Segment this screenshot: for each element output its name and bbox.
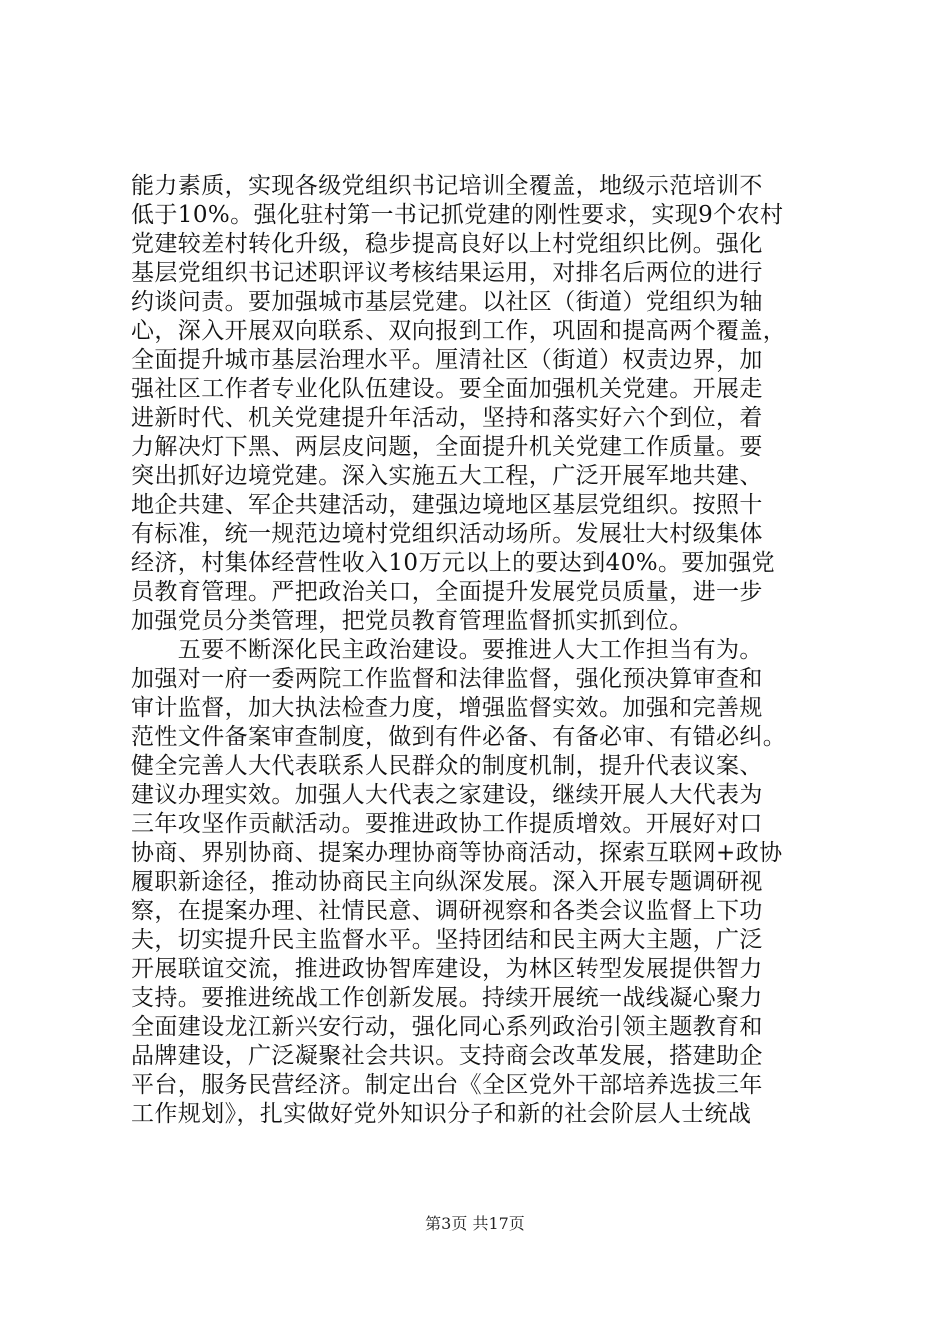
text-line: 有标准，统一规范边境村党组织活动场所。发展壮大村级集体	[131, 521, 763, 547]
text-line: 平台，服务民营经济。制定出台《全区党外干部培养选拔三年	[131, 1072, 763, 1098]
text-line: 地企共建、军企共建活动，建强边境地区基层党组织。按照十	[131, 492, 763, 518]
text-line: 工作规划》，扎实做好党外知识分子和新的社会阶层人士统战	[131, 1101, 752, 1127]
text-line: 协商、界别协商、提案办理协商等协商活动，探索互联网+政协	[131, 840, 783, 866]
text-line: 健全完善人大代表联系人民群众的制度机制，提升代表议案、	[131, 753, 763, 779]
text-line: 能力素质，实现各级党组织书记培训全覆盖，地级示范培训不	[131, 173, 763, 199]
text-line: 支持。要推进统战工作创新发展。持续开展统一战线凝心聚力	[131, 985, 763, 1011]
text-line: 全面建设龙江新兴安行动，强化同心系列政治引领主题教育和	[131, 1014, 763, 1040]
text-line: 全面提升城市基层治理水平。厘清社区（街道）权责边界，加	[131, 347, 763, 373]
text-line: 进新时代、机关党建提升年活动，坚持和落实好六个到位，着	[131, 405, 763, 431]
text-line: 约谈问责。要加强城市基层党建。以社区（街道）党组织为轴	[131, 289, 763, 315]
text-line: 心，深入开展双向联系、双向报到工作，巩固和提高两个覆盖，	[131, 318, 787, 344]
text-line: 加强对一府一委两院工作监督和法律监督，强化预决算审查和	[131, 666, 763, 692]
text-line: 经济，村集体经营性收入10万元以上的要达到40%。要加强党	[131, 550, 775, 576]
text-line: 力解决灯下黑、两层皮问题，全面提升机关党建工作质量。要	[131, 434, 763, 460]
text-line: 强社区工作者专业化队伍建设。要全面加强机关党建。开展走	[131, 376, 763, 402]
text-line: 三年攻坚作贡献活动。要推进政协工作提质增效。开展好对口	[131, 811, 763, 837]
page-footer: 第3页 共17页	[425, 1214, 525, 1233]
text-line: 五要不断深化民主政治建设。要推进人大工作担当有为。	[131, 637, 763, 663]
text-line: 突出抓好边境党建。深入实施五大工程，广泛开展军地共建、	[131, 463, 763, 489]
text-line: 察，在提案办理、社情民意、调研视察和各类会议监督上下功	[131, 898, 763, 924]
text-line: 低于10%。强化驻村第一书记抓党建的刚性要求，实现9个农村	[131, 202, 784, 228]
text-line: 加强党员分类管理，把党员教育管理监督抓实抓到位。	[131, 608, 693, 634]
text-line: 履职新途径，推动协商民主向纵深发展。深入开展专题调研视	[131, 869, 763, 895]
body-text	[131, 172, 841, 1129]
text-line: 开展联谊交流，推进政协智库建设，为林区转型发展提供智力	[131, 956, 763, 982]
text-line: 品牌建设，广泛凝聚社会共识。支持商会改革发展，搭建助企	[131, 1043, 763, 1069]
text-line: 审计监督，加大执法检查力度，增强监督实效。加强和完善规	[131, 695, 763, 721]
text-line: 员教育管理。严把政治关口，全面提升发展党员质量，进一步	[131, 579, 763, 605]
text-line: 建议办理实效。加强人大代表之家建设，继续开展人大代表为	[131, 782, 763, 808]
text-line: 夫，切实提升民主监督水平。坚持团结和民主两大主题，广泛	[131, 927, 763, 953]
text-line: 基层党组织书记述职评议考核结果运用，对排名后两位的进行	[131, 260, 763, 286]
text-line: 党建较差村转化升级，稳步提高良好以上村党组织比例。强化	[131, 231, 763, 257]
text-line: 范性文件备案审查制度，做到有件必备、有备必审、有错必纠。	[131, 724, 787, 750]
